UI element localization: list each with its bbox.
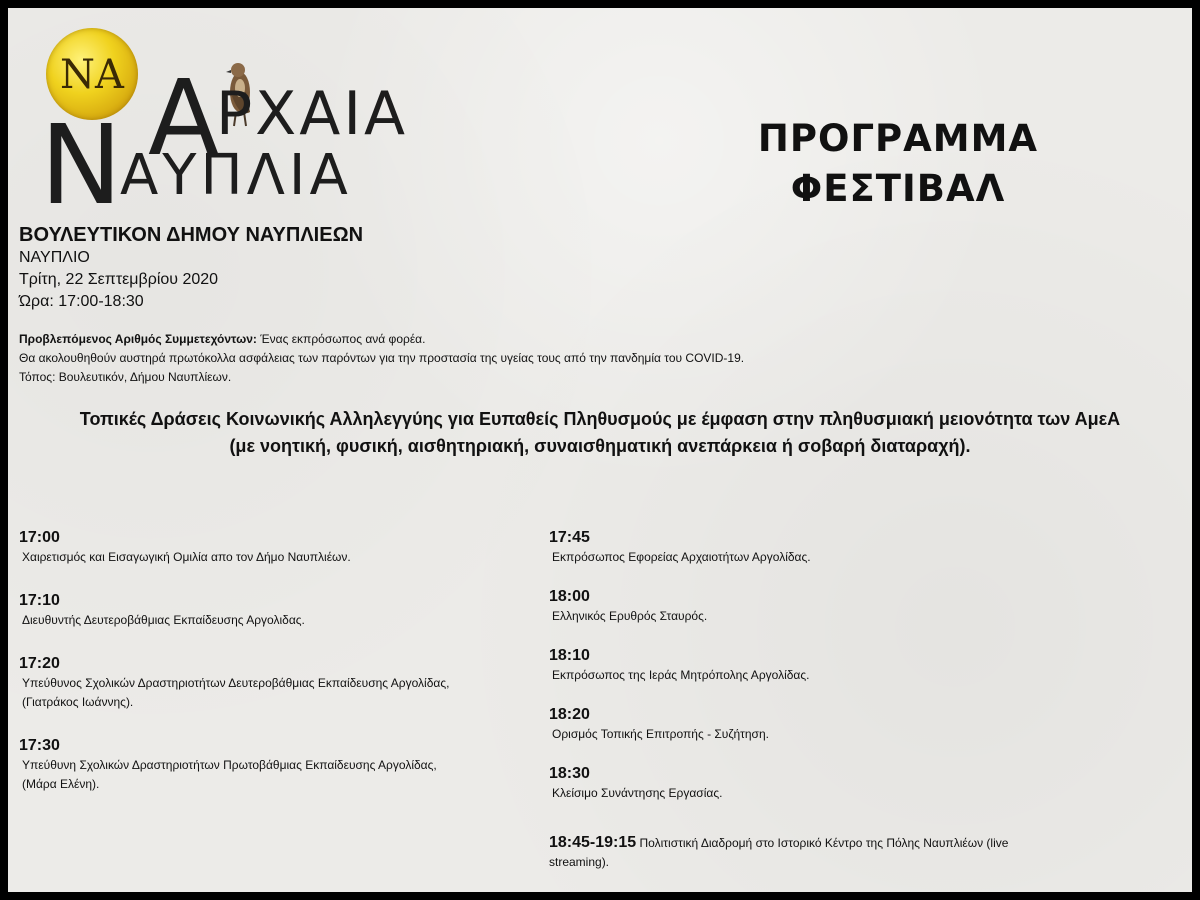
schedule-desc: Ορισμός Τοπικής Επιτροπής - Συζήτηση. — [552, 727, 769, 741]
program-title — [708, 114, 1088, 214]
schedule-right-column — [549, 528, 1049, 872]
place-note: Τόπος: Βουλευτικόν, Δήμου Ναυπλίεων. — [19, 370, 232, 384]
schedule-time: 17:45 — [549, 529, 590, 546]
schedule-item — [549, 764, 1049, 803]
schedule-desc: Εκπρόσωπος της Ιεράς Μητρόπολης Αργολίδας. — [552, 668, 810, 682]
logo-word-nafplia: ΑΥΠΛΙΑ — [120, 143, 352, 208]
schedule-desc: Διευθυντής Δευτεροβάθμιας Εκπαίδευσης Αργολιδας. — [22, 613, 305, 627]
program-title-line2: ΦΕΣΤΙΒΑΛ — [790, 167, 1006, 210]
schedule-item — [19, 654, 519, 712]
schedule-desc: Υπεύθυνος Σχολικών Δραστηριοτήτων Δευτεροβάθμιας Εκπαίδευσης Αργολίδας, (Γιατράκος Ιωάννης). — [22, 676, 450, 709]
festival-logo — [26, 22, 409, 229]
schedule-time: 17:20 — [19, 655, 60, 672]
schedule-item — [19, 736, 519, 794]
schedule-time: 18:00 — [549, 588, 590, 605]
schedule-item — [549, 587, 1049, 626]
logo-word-archaia: ΡΧΑΙΑ — [216, 79, 409, 149]
participants-label: Προβλεπόμενος Αριθμός Συμμετεχόντων: — [19, 332, 257, 346]
event-notes — [19, 330, 744, 387]
schedule-time: 18:30 — [549, 765, 590, 782]
participants-note — [19, 330, 744, 349]
logo-big-n: Ν — [40, 101, 123, 229]
schedule-desc: Εκπρόσωπος Εφορείας Αρχαιοτήτων Αργολίδας. — [552, 550, 811, 564]
schedule-item — [549, 528, 1049, 567]
venue-city: ΝΑΥΠΛΙΟ — [19, 249, 90, 266]
schedule-item — [549, 705, 1049, 744]
schedule-desc: Χαιρετισμός και Εισαγωγική Ομιλία απο τον Δήμο Ναυπλιέων. — [22, 550, 351, 564]
schedule-desc: Πολιτιστική Διαδρομή στο Ιστορικό Κέντρο της Πόλης Ναυπλιέων (live streaming). — [549, 836, 1009, 869]
schedule-item — [19, 591, 519, 630]
event-time: Ώρα: 17:00-18:30 — [19, 293, 144, 310]
schedule-desc: Ελληνικός Ερυθρός Σταυρός. — [552, 609, 708, 623]
schedule-desc: Κλείσιμο Συνάντησης Εργασίας. — [552, 786, 723, 800]
venue-info — [19, 223, 363, 313]
schedule-item — [19, 528, 519, 567]
schedule-time: 17:10 — [19, 592, 60, 609]
safety-note: Θα ακολουθηθούν αυστηρά πρωτόκολλα ασφάλειας των παρόντων για την προστασία της υγείας τους από την πανδημία του COVID-19. — [19, 351, 745, 365]
coin-lettering: ΝΑ — [60, 52, 124, 98]
venue-name: ΒΟΥΛΕΥΤΙΚΟΝ ΔΗΜΟΥ ΝΑΥΠΛΙΕΩΝ — [19, 224, 364, 246]
schedule-item-final — [549, 833, 1009, 872]
theme-line2: (με νοητική, φυσική, αισθητηριακή, συναισθηματική ανεπάρκεια ή σοβαρή διαταραχή). — [229, 436, 971, 456]
logo-big-a: Α — [148, 57, 220, 179]
schedule-time: 18:20 — [549, 706, 590, 723]
poster — [8, 8, 1192, 892]
schedule-time: 17:00 — [19, 529, 60, 546]
schedule-time: 17:30 — [19, 737, 60, 754]
schedule-item — [549, 646, 1049, 685]
theme-line1: Τοπικές Δράσεις Κοινωνικής Αλληλεγγύης για Ευπαθείς Πληθυσμούς με έμφαση στην πληθυσμιακή μειονότητα των ΑμεΑ — [79, 409, 1121, 429]
event-theme — [18, 406, 1182, 460]
schedule-desc: Υπεύθυνη Σχολικών Δραστηριοτήτων Πρωτοβάθμιας Εκπαίδευσης Αργολίδας, (Μάρα Ελένη). — [22, 758, 437, 791]
program-title-line1: ΠΡΟΓΡΑΜΜΑ — [757, 117, 1039, 160]
schedule-left-column — [19, 528, 519, 818]
event-date: Τρίτη, 22 Σεπτεμβρίου 2020 — [19, 271, 219, 288]
schedule-time: 18:10 — [549, 647, 590, 664]
schedule-time: 18:45-19:15 — [549, 834, 637, 851]
participants-value: Ένας εκπρόσωπος ανά φορέα. — [256, 332, 426, 346]
